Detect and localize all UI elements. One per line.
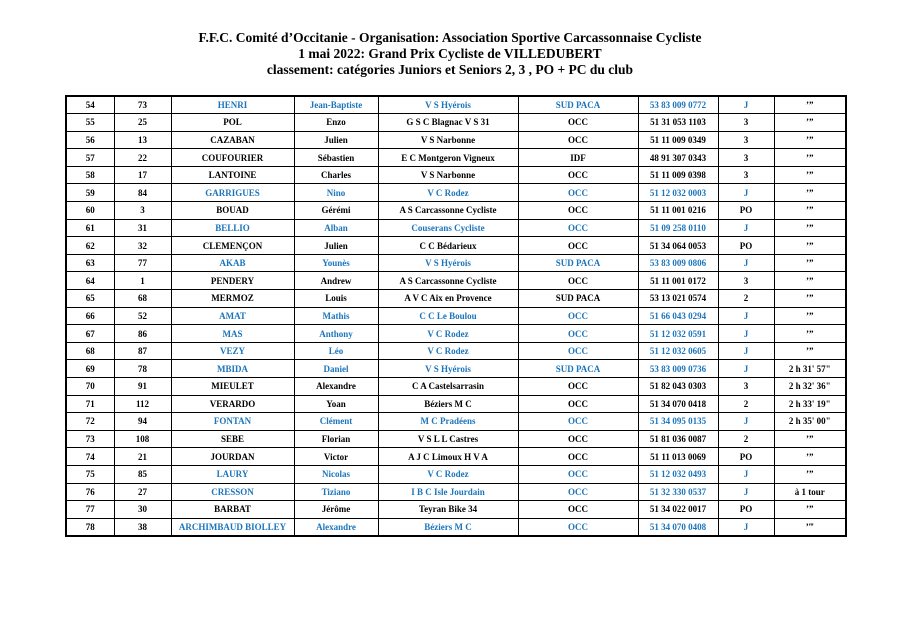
cell-last-name: SEBE: [171, 430, 294, 448]
cell-last-name: VERARDO: [171, 395, 294, 413]
cell-category: 3: [718, 131, 774, 149]
cell-first-name: Alexandre: [294, 378, 378, 396]
table-row: [66, 378, 846, 396]
cell-bib-number: 73: [114, 96, 171, 114]
cell-license-number: 51 12 032 0493: [638, 465, 718, 483]
cell-bib-number: 17: [114, 166, 171, 184]
cell-time: ’”: [774, 272, 846, 290]
cell-bib-number: 68: [114, 290, 171, 308]
cell-first-name: Louis: [294, 290, 378, 308]
cell-last-name: MAS: [171, 325, 294, 343]
cell-time: ’”: [774, 184, 846, 202]
cell-first-name: Florian: [294, 430, 378, 448]
cell-time: ’”: [774, 114, 846, 132]
cell-club: A S Carcassonne Cycliste: [378, 272, 518, 290]
cell-region: SUD PACA: [518, 254, 638, 272]
cell-time: ’”: [774, 254, 846, 272]
cell-category: 3: [718, 149, 774, 167]
cell-license-number: 53 83 009 0736: [638, 360, 718, 378]
cell-region: OCC: [518, 114, 638, 132]
cell-license-number: 51 11 009 0398: [638, 166, 718, 184]
cell-last-name: BELLIO: [171, 219, 294, 237]
cell-time: ’”: [774, 430, 846, 448]
cell-last-name: GARRIGUES: [171, 184, 294, 202]
cell-time: ’”: [774, 325, 846, 343]
cell-license-number: 51 09 258 0110: [638, 219, 718, 237]
cell-license-number: 51 12 032 0003: [638, 184, 718, 202]
cell-place: 61: [66, 219, 114, 237]
cell-last-name: LANTOINE: [171, 166, 294, 184]
cell-time: ’”: [774, 237, 846, 255]
cell-first-name: Alban: [294, 219, 378, 237]
cell-bib-number: 94: [114, 413, 171, 431]
cell-club: V C Rodez: [378, 184, 518, 202]
cell-time: 2 h 33' 19": [774, 395, 846, 413]
cell-category: J: [718, 360, 774, 378]
cell-bib-number: 3: [114, 202, 171, 220]
cell-place: 62: [66, 237, 114, 255]
cell-category: J: [718, 96, 774, 114]
cell-time: 2 h 35' 00": [774, 413, 846, 431]
cell-license-number: 51 11 013 0069: [638, 448, 718, 466]
table-row: [66, 360, 846, 378]
cell-first-name: Nicolas: [294, 465, 378, 483]
cell-region: OCC: [518, 413, 638, 431]
cell-place: 63: [66, 254, 114, 272]
cell-category: 2: [718, 395, 774, 413]
cell-place: 65: [66, 290, 114, 308]
cell-club: V C Rodez: [378, 325, 518, 343]
cell-club: A S Carcassonne Cycliste: [378, 202, 518, 220]
cell-place: 57: [66, 149, 114, 167]
cell-last-name: BARBAT: [171, 501, 294, 519]
cell-category: J: [718, 465, 774, 483]
cell-license-number: 51 12 032 0605: [638, 342, 718, 360]
cell-license-number: 51 12 032 0591: [638, 325, 718, 343]
cell-time: ’”: [774, 290, 846, 308]
table-row: [66, 202, 846, 220]
cell-category: 3: [718, 272, 774, 290]
cell-category: 2: [718, 430, 774, 448]
cell-bib-number: 85: [114, 465, 171, 483]
table-row: [66, 465, 846, 483]
cell-region: OCC: [518, 518, 638, 536]
cell-last-name: JOURDAN: [171, 448, 294, 466]
cell-time: ’”: [774, 219, 846, 237]
table-row: [66, 166, 846, 184]
cell-place: 75: [66, 465, 114, 483]
cell-region: OCC: [518, 166, 638, 184]
cell-license-number: 51 34 064 0053: [638, 237, 718, 255]
cell-category: J: [718, 219, 774, 237]
cell-place: 74: [66, 448, 114, 466]
cell-category: J: [718, 342, 774, 360]
cell-category: J: [718, 518, 774, 536]
cell-last-name: AKAB: [171, 254, 294, 272]
table-row: [66, 237, 846, 255]
cell-club: V S Hyérois: [378, 254, 518, 272]
cell-club: Couserans Cycliste: [378, 219, 518, 237]
cell-last-name: MIEULET: [171, 378, 294, 396]
cell-region: OCC: [518, 342, 638, 360]
cell-first-name: Sébastien: [294, 149, 378, 167]
cell-bib-number: 78: [114, 360, 171, 378]
cell-last-name: MERMOZ: [171, 290, 294, 308]
cell-license-number: 51 66 043 0294: [638, 307, 718, 325]
cell-first-name: Léo: [294, 342, 378, 360]
cell-place: 68: [66, 342, 114, 360]
cell-category: J: [718, 307, 774, 325]
cell-club: V S L L Castres: [378, 430, 518, 448]
cell-club: V S Hyérois: [378, 96, 518, 114]
cell-category: PO: [718, 501, 774, 519]
cell-bib-number: 91: [114, 378, 171, 396]
table-row: [66, 307, 846, 325]
table-row: [66, 219, 846, 237]
cell-category: J: [718, 184, 774, 202]
cell-place: 59: [66, 184, 114, 202]
table-row: [66, 342, 846, 360]
cell-region: OCC: [518, 202, 638, 220]
cell-club: C A Castelsarrasin: [378, 378, 518, 396]
results-tbody: [66, 96, 846, 536]
cell-first-name: Younès: [294, 254, 378, 272]
cell-region: SUD PACA: [518, 96, 638, 114]
cell-last-name: AMAT: [171, 307, 294, 325]
table-row: [66, 184, 846, 202]
cell-last-name: BOUAD: [171, 202, 294, 220]
cell-club: V S Narbonne: [378, 131, 518, 149]
cell-place: 76: [66, 483, 114, 501]
cell-place: 78: [66, 518, 114, 536]
cell-club: C C Le Boulou: [378, 307, 518, 325]
cell-license-number: 51 34 022 0017: [638, 501, 718, 519]
table-row: [66, 290, 846, 308]
cell-time: 2 h 31' 57": [774, 360, 846, 378]
cell-bib-number: 1: [114, 272, 171, 290]
cell-club: V C Rodez: [378, 465, 518, 483]
cell-region: OCC: [518, 483, 638, 501]
cell-license-number: 51 11 001 0216: [638, 202, 718, 220]
cell-license-number: 51 32 330 0537: [638, 483, 718, 501]
cell-last-name: CAZABAN: [171, 131, 294, 149]
cell-place: 77: [66, 501, 114, 519]
table-row: [66, 395, 846, 413]
cell-license-number: 53 13 021 0574: [638, 290, 718, 308]
cell-category: J: [718, 254, 774, 272]
cell-category: 3: [718, 114, 774, 132]
cell-first-name: Andrew: [294, 272, 378, 290]
cell-time: ’”: [774, 96, 846, 114]
cell-first-name: Victor: [294, 448, 378, 466]
cell-time: ’”: [774, 465, 846, 483]
cell-time: ’”: [774, 202, 846, 220]
cell-bib-number: 27: [114, 483, 171, 501]
cell-last-name: VEZY: [171, 342, 294, 360]
cell-category: J: [718, 413, 774, 431]
cell-bib-number: 38: [114, 518, 171, 536]
cell-bib-number: 13: [114, 131, 171, 149]
cell-club: V S Hyérois: [378, 360, 518, 378]
cell-category: 3: [718, 378, 774, 396]
table-row: [66, 114, 846, 132]
cell-category: J: [718, 483, 774, 501]
results-table: [65, 95, 847, 537]
cell-first-name: Gérémi: [294, 202, 378, 220]
cell-club: M C Pradéens: [378, 413, 518, 431]
cell-first-name: Jérôme: [294, 501, 378, 519]
cell-license-number: 51 34 070 0418: [638, 395, 718, 413]
cell-license-number: 53 83 009 0772: [638, 96, 718, 114]
cell-place: 73: [66, 430, 114, 448]
cell-time: à 1 tour: [774, 483, 846, 501]
cell-club: A V C Aix en Provence: [378, 290, 518, 308]
cell-first-name: Daniel: [294, 360, 378, 378]
cell-place: 55: [66, 114, 114, 132]
cell-last-name: MBIDA: [171, 360, 294, 378]
cell-first-name: Nino: [294, 184, 378, 202]
cell-region: OCC: [518, 131, 638, 149]
cell-last-name: COUFOURIER: [171, 149, 294, 167]
cell-first-name: Yoan: [294, 395, 378, 413]
cell-first-name: Charles: [294, 166, 378, 184]
cell-club: V C Rodez: [378, 342, 518, 360]
cell-time: ’”: [774, 166, 846, 184]
cell-club: Béziers M C: [378, 395, 518, 413]
table-row: [66, 96, 846, 114]
cell-last-name: HENRI: [171, 96, 294, 114]
cell-region: OCC: [518, 501, 638, 519]
title-classement: classement: catégories Juniors et Seniors 2, 3 , PO + PC du club: [266, 62, 634, 77]
cell-time: ’”: [774, 342, 846, 360]
cell-region: SUD PACA: [518, 290, 638, 308]
cell-place: 67: [66, 325, 114, 343]
cell-region: OCC: [518, 184, 638, 202]
cell-club: Béziers M C: [378, 518, 518, 536]
cell-bib-number: 32: [114, 237, 171, 255]
table-row: [66, 131, 846, 149]
cell-time: 2 h 32' 36": [774, 378, 846, 396]
table-row: [66, 518, 846, 536]
cell-bib-number: 108: [114, 430, 171, 448]
cell-last-name: POL: [171, 114, 294, 132]
cell-first-name: Julien: [294, 237, 378, 255]
cell-place: 54: [66, 96, 114, 114]
cell-place: 72: [66, 413, 114, 431]
table-row: [66, 272, 846, 290]
cell-club: V S Narbonne: [378, 166, 518, 184]
cell-category: PO: [718, 202, 774, 220]
cell-time: ’”: [774, 131, 846, 149]
cell-place: 69: [66, 360, 114, 378]
cell-time: ’”: [774, 448, 846, 466]
cell-license-number: 51 34 070 0408: [638, 518, 718, 536]
cell-license-number: 51 11 009 0349: [638, 131, 718, 149]
cell-club: G S C Blagnac V S 31: [378, 114, 518, 132]
cell-bib-number: 31: [114, 219, 171, 237]
cell-category: 2: [718, 290, 774, 308]
cell-last-name: ARCHIMBAUD BIOLLEY: [171, 518, 294, 536]
cell-region: OCC: [518, 465, 638, 483]
cell-license-number: 51 34 095 0135: [638, 413, 718, 431]
cell-region: IDF: [518, 149, 638, 167]
title-organisation: F.F.C. Comité d’Occitanie - Organisation: Association Sportive Carcassonnaise Cycliste: [198, 30, 702, 45]
cell-first-name: Alexandre: [294, 518, 378, 536]
cell-bib-number: 86: [114, 325, 171, 343]
cell-license-number: 51 11 001 0172: [638, 272, 718, 290]
cell-license-number: 51 31 053 1103: [638, 114, 718, 132]
table-row: [66, 149, 846, 167]
cell-place: 64: [66, 272, 114, 290]
cell-bib-number: 52: [114, 307, 171, 325]
cell-region: OCC: [518, 237, 638, 255]
cell-last-name: FONTAN: [171, 413, 294, 431]
table-row: [66, 448, 846, 466]
cell-license-number: 53 83 009 0806: [638, 254, 718, 272]
cell-place: 66: [66, 307, 114, 325]
cell-bib-number: 21: [114, 448, 171, 466]
cell-region: OCC: [518, 325, 638, 343]
title-event: 1 mai 2022: Grand Prix Cycliste de VILLEDUBERT: [298, 46, 602, 61]
cell-club: C C Bédarieux: [378, 237, 518, 255]
cell-license-number: 51 81 036 0087: [638, 430, 718, 448]
cell-first-name: Tiziano: [294, 483, 378, 501]
cell-place: 56: [66, 131, 114, 149]
cell-bib-number: 112: [114, 395, 171, 413]
document-header: [0, 30, 900, 78]
cell-place: 71: [66, 395, 114, 413]
cell-bib-number: 84: [114, 184, 171, 202]
cell-last-name: CRESSON: [171, 483, 294, 501]
table-row: [66, 413, 846, 431]
table-row: [66, 483, 846, 501]
cell-region: SUD PACA: [518, 360, 638, 378]
table-row: [66, 501, 846, 519]
cell-last-name: PENDERY: [171, 272, 294, 290]
cell-bib-number: 77: [114, 254, 171, 272]
cell-region: OCC: [518, 307, 638, 325]
cell-place: 60: [66, 202, 114, 220]
cell-license-number: 51 82 043 0303: [638, 378, 718, 396]
table-row: [66, 430, 846, 448]
cell-first-name: Anthony: [294, 325, 378, 343]
cell-region: OCC: [518, 272, 638, 290]
cell-club: I B C Isle Jourdain: [378, 483, 518, 501]
cell-license-number: 48 91 307 0343: [638, 149, 718, 167]
cell-club: E C Montgeron Vigneux: [378, 149, 518, 167]
cell-first-name: Julien: [294, 131, 378, 149]
cell-club: A J C Limoux H V A: [378, 448, 518, 466]
cell-first-name: Enzo: [294, 114, 378, 132]
cell-time: ’”: [774, 149, 846, 167]
cell-first-name: Mathis: [294, 307, 378, 325]
cell-first-name: Jean-Baptiste: [294, 96, 378, 114]
cell-club: Teyran Bike 34: [378, 501, 518, 519]
cell-time: ’”: [774, 307, 846, 325]
cell-place: 58: [66, 166, 114, 184]
cell-category: J: [718, 325, 774, 343]
cell-first-name: Clément: [294, 413, 378, 431]
cell-last-name: CLEMENÇON: [171, 237, 294, 255]
cell-place: 70: [66, 378, 114, 396]
cell-region: OCC: [518, 448, 638, 466]
table-row: [66, 325, 846, 343]
cell-region: OCC: [518, 430, 638, 448]
cell-category: PO: [718, 237, 774, 255]
cell-category: 3: [718, 166, 774, 184]
cell-bib-number: 30: [114, 501, 171, 519]
cell-time: ’‴: [774, 518, 846, 536]
cell-category: PO: [718, 448, 774, 466]
cell-bib-number: 22: [114, 149, 171, 167]
cell-region: OCC: [518, 395, 638, 413]
cell-last-name: LAURY: [171, 465, 294, 483]
table-row: [66, 254, 846, 272]
cell-region: OCC: [518, 378, 638, 396]
cell-bib-number: 25: [114, 114, 171, 132]
cell-time: ’”: [774, 501, 846, 519]
cell-bib-number: 87: [114, 342, 171, 360]
cell-region: OCC: [518, 219, 638, 237]
